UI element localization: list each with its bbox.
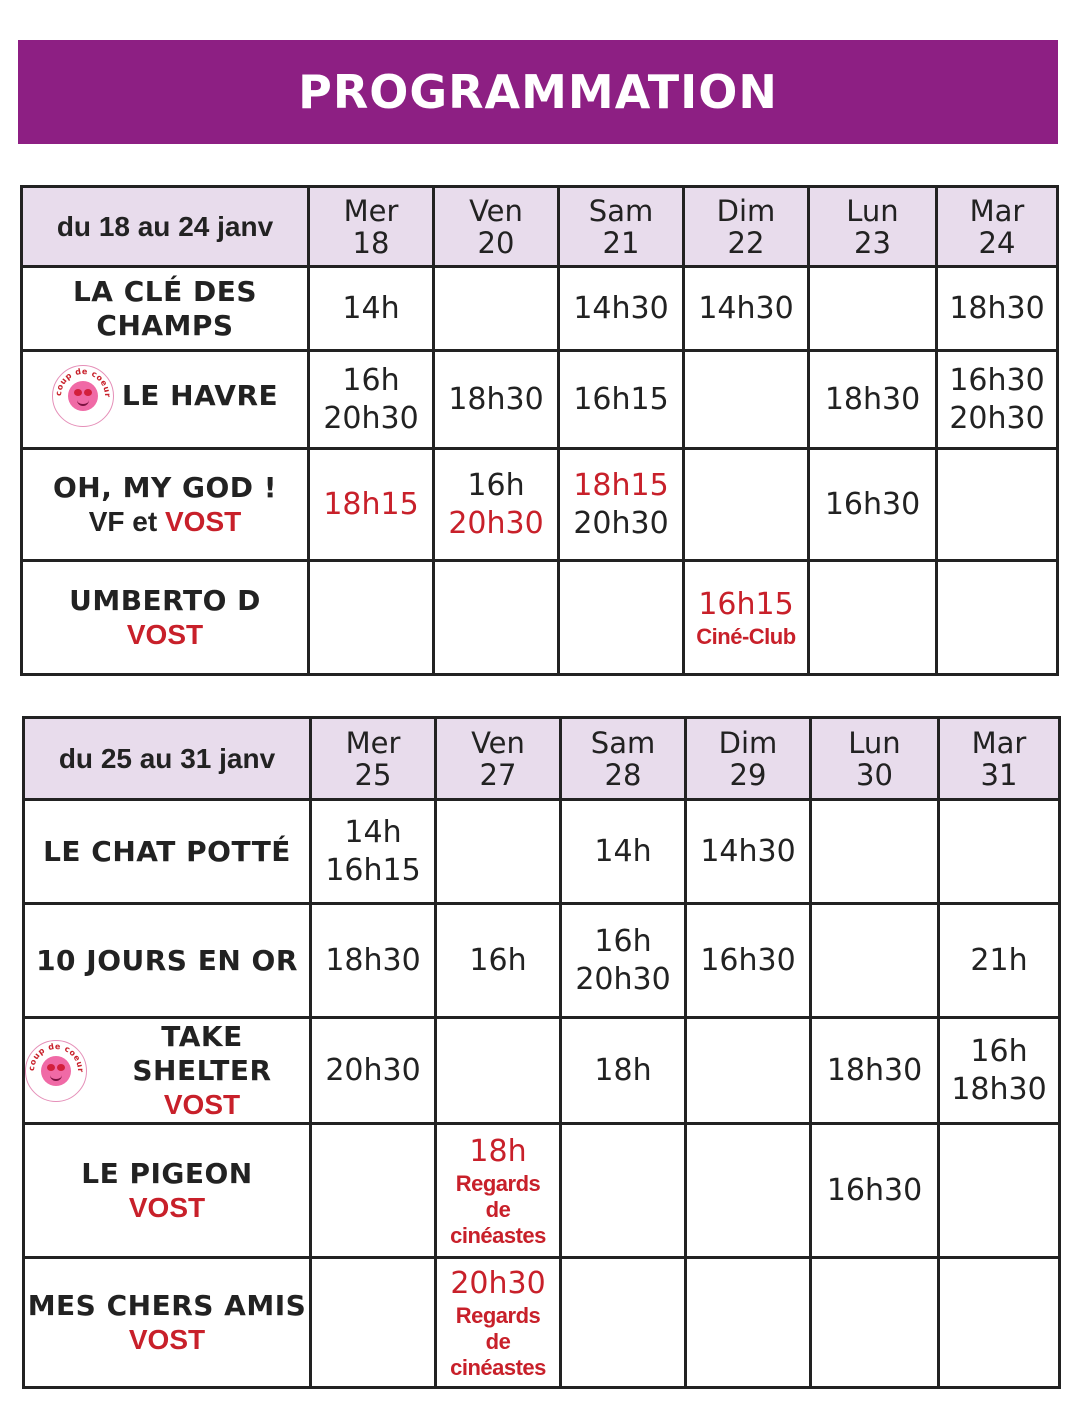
film-title: OH, MY GOD ! VF et VOST [22,449,309,561]
day-header: Mar 24 [937,187,1058,267]
film-row [24,904,1060,1018]
day-header: Mar 31 [939,718,1060,800]
film-title: coup de coeur LE HAVRE [22,351,309,449]
showtime-cell [434,561,559,675]
showtime-cell [311,1258,436,1388]
showtime-cell [434,267,559,351]
film-title: UMBERTO D VOST [22,561,309,675]
film-row [22,561,1058,675]
showtime-cell [937,561,1058,675]
showtime-cell: 14h [309,267,434,351]
showtime-cell: 20h30 Regards de cinéastes [436,1258,561,1388]
day-header: Sam 21 [559,187,684,267]
showtime-cell: 18h30 [311,904,436,1018]
showtime-cell: 16h 20h30 [309,351,434,449]
film-row [24,1258,1060,1388]
showtime-cell [811,904,939,1018]
coup-de-coeur-icon [25,1040,87,1102]
showtime-cell: 16h 18h30 [939,1018,1060,1124]
showtime-cell [937,449,1058,561]
showtime-cell [686,1258,811,1388]
day-header: Ven 27 [436,718,561,800]
film-title: 10 JOURS EN OR [24,904,311,1018]
showtime-cell: 18h15 [309,449,434,561]
coup-de-coeur-icon [52,365,114,427]
showtime-cell [309,561,434,675]
showtime-cell [939,800,1060,904]
showtime-cell: 14h30 [686,800,811,904]
showtime-cell: 16h30 [809,449,937,561]
showtime-cell [561,1124,686,1258]
showtime-cell: 14h 16h15 [311,800,436,904]
day-header: Ven 20 [434,187,559,267]
schedule-week-2 [22,716,1061,1389]
page-title: PROGRAMMATION [298,65,778,119]
day-header: Dim 22 [684,187,809,267]
header-row [24,718,1060,800]
film-title: coup de coeur TAKE SHELTER VOST [24,1018,311,1124]
programmation-banner [18,40,1058,144]
period-label: du 25 au 31 janv [24,718,311,800]
film-title: LE CHAT POTTÉ [24,800,311,904]
showtime-cell [559,561,684,675]
showtime-cell [809,267,937,351]
showtime-cell: 16h 20h30 [561,904,686,1018]
showtime-cell [811,800,939,904]
showtime-cell [561,1258,686,1388]
showtime-cell [686,1018,811,1124]
showtime-cell: 18h Regards de cinéastes [436,1124,561,1258]
film-title: LA CLÉ DES CHAMPS [22,267,309,351]
day-header: Lun 30 [811,718,939,800]
day-header: Dim 29 [686,718,811,800]
showtime-cell: 18h30 [811,1018,939,1124]
showtime-cell: 18h15 20h30 [559,449,684,561]
showtime-cell [686,1124,811,1258]
svg-text:coup de coeur: coup de coeur [26,1041,86,1073]
film-row [22,351,1058,449]
showtime-cell [939,1258,1060,1388]
film-row [24,1018,1060,1124]
film-title: LE PIGEON VOST [24,1124,311,1258]
showtime-cell: 20h30 [311,1018,436,1124]
showtime-cell: 18h30 [809,351,937,449]
film-row [22,449,1058,561]
showtime-cell [436,1018,561,1124]
day-header: Sam 28 [561,718,686,800]
film-title: MES CHERS AMIS VOST [24,1258,311,1388]
showtime-cell: 14h30 [559,267,684,351]
showtime-cell: 18h [561,1018,686,1124]
showtime-cell: 16h 20h30 [434,449,559,561]
showtime-cell: 18h30 [434,351,559,449]
showtime-cell: 14h [561,800,686,904]
showtime-cell: 16h30 [686,904,811,1018]
showtime-cell [939,1124,1060,1258]
film-row [24,800,1060,904]
film-row [22,267,1058,351]
showtime-cell: 14h30 [684,267,809,351]
showtime-cell [811,1258,939,1388]
day-header: Mer 25 [311,718,436,800]
showtime-cell [809,561,937,675]
showtime-cell [436,800,561,904]
day-header: Lun 23 [809,187,937,267]
schedule-week-1 [20,185,1059,676]
period-label: du 18 au 24 janv [22,187,309,267]
day-header: Mer 18 [309,187,434,267]
showtime-cell [684,449,809,561]
showtime-cell: 16h15 [559,351,684,449]
showtime-cell [684,351,809,449]
showtime-cell: 16h15 Ciné-Club [684,561,809,675]
showtime-cell: 21h [939,904,1060,1018]
showtime-cell: 16h30 [811,1124,939,1258]
film-row [24,1124,1060,1258]
showtime-cell: 16h30 20h30 [937,351,1058,449]
showtime-cell: 16h [436,904,561,1018]
showtime-cell: 18h30 [937,267,1058,351]
showtime-cell [311,1124,436,1258]
svg-text:coup de coeur: coup de coeur [53,366,112,398]
header-row [22,187,1058,267]
